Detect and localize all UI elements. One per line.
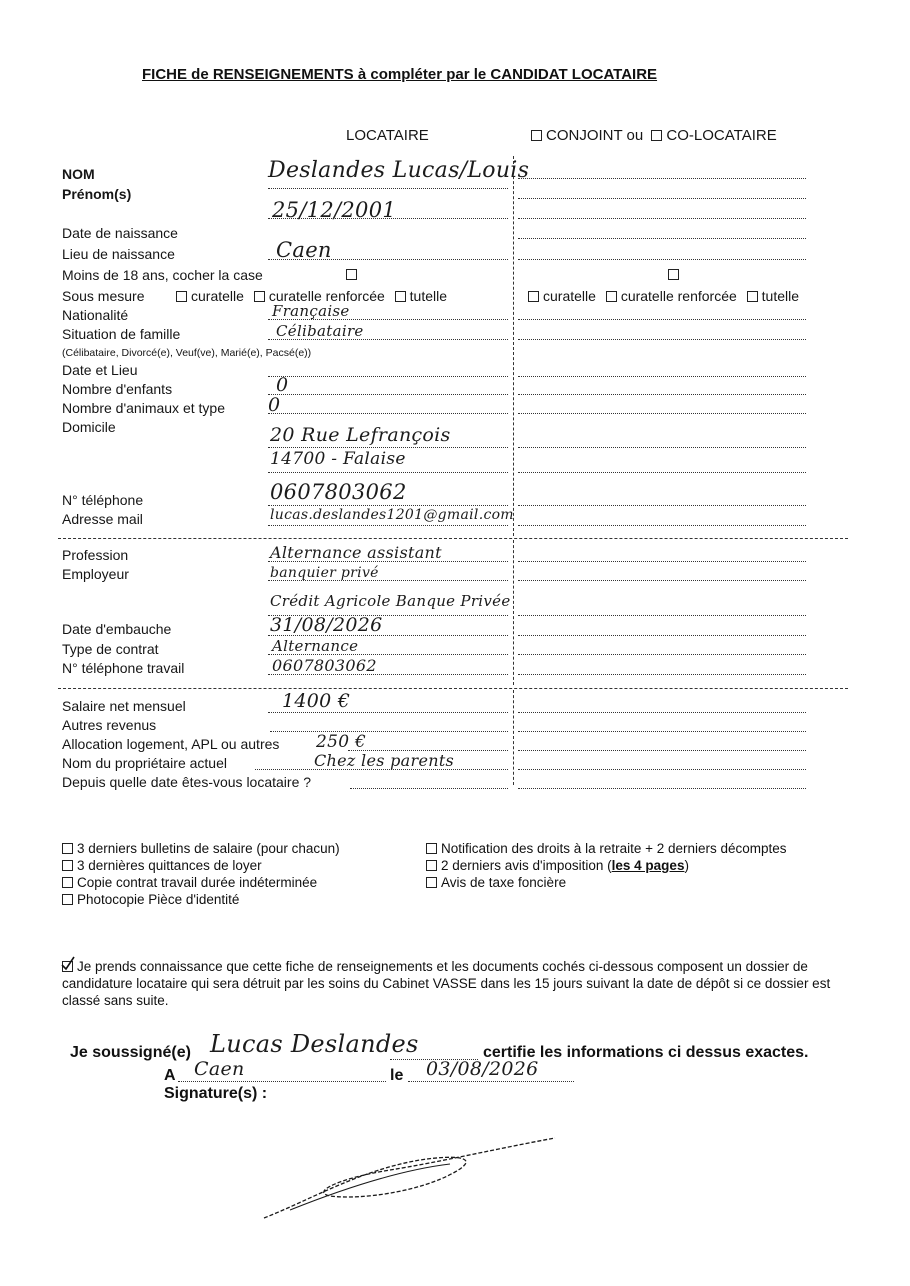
column-divider-2 (513, 540, 514, 685)
form-title: FICHE de RENSEIGNEMENTS à compléter par le CANDIDAT LOCATAIRE (142, 66, 658, 83)
moins18-checkbox-locataire[interactable] (346, 269, 357, 280)
signature-drawing (250, 1130, 570, 1230)
label-email: Adresse mail (62, 511, 143, 527)
label-situation-famille: Situation de famille (62, 326, 181, 342)
value-allocation: 250 € (316, 732, 367, 752)
doc-checkbox[interactable] (62, 843, 73, 854)
value-domicile-line2: 14700 - Falaise (270, 449, 406, 469)
doc-checkbox[interactable] (62, 894, 73, 905)
label-date-naissance: Date de naissance (62, 225, 178, 241)
label-autres-revenus: Autres revenus (62, 717, 157, 733)
tutelle-checkbox[interactable] (395, 291, 406, 302)
conjoint-checkbox[interactable] (531, 130, 542, 141)
label-type-contrat: Type de contrat (62, 641, 159, 657)
value-tel-travail: 0607803062 (272, 656, 377, 675)
column-header-conjoint: CONJOINT ou CO-LOCATAIRE (531, 127, 777, 144)
value-lieu-naissance: Caen (276, 238, 332, 262)
label-proprietaire: Nom du propriétaire actuel (62, 755, 227, 771)
curatelle-renforcee-checkbox[interactable] (254, 291, 265, 302)
value-profession: Alternance assistant (270, 543, 442, 562)
attestation-city: Caen (194, 1058, 245, 1080)
doc-item-retraite: Notification des droits à la retraite + 2 derniers décomptes (426, 841, 787, 856)
curatelle-renforcee-checkbox-conjoint[interactable] (606, 291, 617, 302)
label-nom: NOM (62, 166, 95, 182)
consent-paragraph: Je prends connaissance que cette fiche de renseignements et les documents cochés ci-dessous composent un dossier de candidature locataire qui sera détruit par les soins du Cabinet VASSE dans les 15 jours suivant la date de dépôt si ce dossier est classé sans suite. (62, 958, 842, 1009)
doc-item-identite: Photocopie Pièce d'identité (62, 892, 239, 907)
label-lieu-naissance: Lieu de naissance (62, 246, 175, 262)
label-employeur: Employeur (62, 566, 129, 582)
value-salaire: 1400 € (282, 690, 351, 712)
label-sous-mesure: Sous mesure (62, 288, 145, 304)
label-profession: Profession (62, 547, 129, 563)
signature-label: Signature(s) : (164, 1085, 268, 1102)
check-mark-icon (60, 956, 76, 972)
doc-item-taxe-fonciere: Avis de taxe foncière (426, 875, 566, 890)
tutelle-checkbox-conjoint[interactable] (747, 291, 758, 302)
doc-checkbox[interactable] (62, 860, 73, 871)
label-prenom: Prénom(s) (62, 186, 132, 202)
column-divider-3 (513, 690, 514, 785)
value-animaux: 0 (268, 394, 281, 416)
doc-checkbox[interactable] (426, 860, 437, 871)
attestation-a-label: A (164, 1067, 176, 1084)
doc-checkbox[interactable] (426, 877, 437, 888)
label-telephone: N° téléphone (62, 492, 144, 508)
label-allocation: Allocation logement, APL ou autres (62, 736, 280, 752)
value-nationalite: Française (272, 302, 350, 320)
doc-item-imposition: 2 derniers avis d'imposition (les 4 pages) (426, 858, 689, 873)
value-proprietaire: Chez les parents (314, 751, 455, 770)
doc-checkbox[interactable] (62, 877, 73, 888)
value-domicile-line1: 20 Rue Lefrançois (270, 424, 451, 446)
value-situation-famille: Célibataire (276, 322, 364, 340)
doc-checkbox[interactable] (426, 843, 437, 854)
value-enfants: 0 (276, 374, 289, 396)
attestation-name: Lucas Deslandes (210, 1030, 419, 1058)
value-date-embauche: 31/08/2026 (270, 614, 383, 636)
consent-checkbox[interactable] (62, 961, 73, 972)
label-animaux: Nombre d'animaux et type (62, 400, 225, 416)
section-divider-1 (58, 538, 848, 539)
label-domicile: Domicile (62, 419, 116, 435)
value-date-naissance: 25/12/2001 (272, 198, 397, 222)
colocataire-checkbox[interactable] (651, 130, 662, 141)
value-email: lucas.deslandes1201@gmail.com (270, 507, 514, 523)
value-employeur-line1: banquier privé (270, 565, 379, 581)
label-situation-note: (Célibataire, Divorcé(e), Veuf(ve), Marié(e), Pacsé(e)) (62, 347, 312, 359)
label-nationalite: Nationalité (62, 307, 129, 323)
doc-item-quittances: 3 dernières quittances de loyer (62, 858, 262, 873)
attestation-le-label: le (390, 1067, 404, 1084)
attestation-prefix: Je soussigné(e) (70, 1044, 191, 1061)
sous-mesure-options-conjoint: curatelle curatelle renforcée tutelle (528, 288, 799, 304)
column-divider (513, 156, 514, 536)
moins18-checkbox-conjoint[interactable] (668, 269, 679, 280)
label-salaire: Salaire net mensuel (62, 698, 186, 714)
column-header-locataire: LOCATAIRE (346, 127, 429, 144)
doc-item-contrat: Copie contrat travail durée indéterminée (62, 875, 317, 890)
value-type-contrat: Alternance (272, 637, 359, 655)
sous-mesure-options-locataire: curatelle curatelle renforcée tutelle (176, 288, 447, 304)
label-depuis: Depuis quelle date êtes-vous locataire ? (62, 774, 312, 790)
label-date-lieu: Date et Lieu (62, 362, 138, 378)
attestation-date: 03/08/2026 (426, 1058, 539, 1080)
value-nom-prenom: Deslandes Lucas/Louis (268, 158, 530, 183)
doc-item-bulletins: 3 derniers bulletins de salaire (pour chacun) (62, 841, 340, 856)
value-employeur-line2: Crédit Agricole Banque Privée (270, 592, 511, 610)
label-date-embauche: Date d'embauche (62, 621, 172, 637)
curatelle-checkbox-conjoint[interactable] (528, 291, 539, 302)
value-telephone: 0607803062 (270, 480, 407, 504)
label-tel-travail: N° téléphone travail (62, 660, 185, 676)
label-moins18: Moins de 18 ans, cocher la case (62, 267, 263, 283)
attestation-suffix: certifie les informations ci dessus exactes. (483, 1044, 809, 1061)
label-enfants: Nombre d'enfants (62, 381, 173, 397)
section-divider-2 (58, 688, 848, 689)
curatelle-checkbox[interactable] (176, 291, 187, 302)
